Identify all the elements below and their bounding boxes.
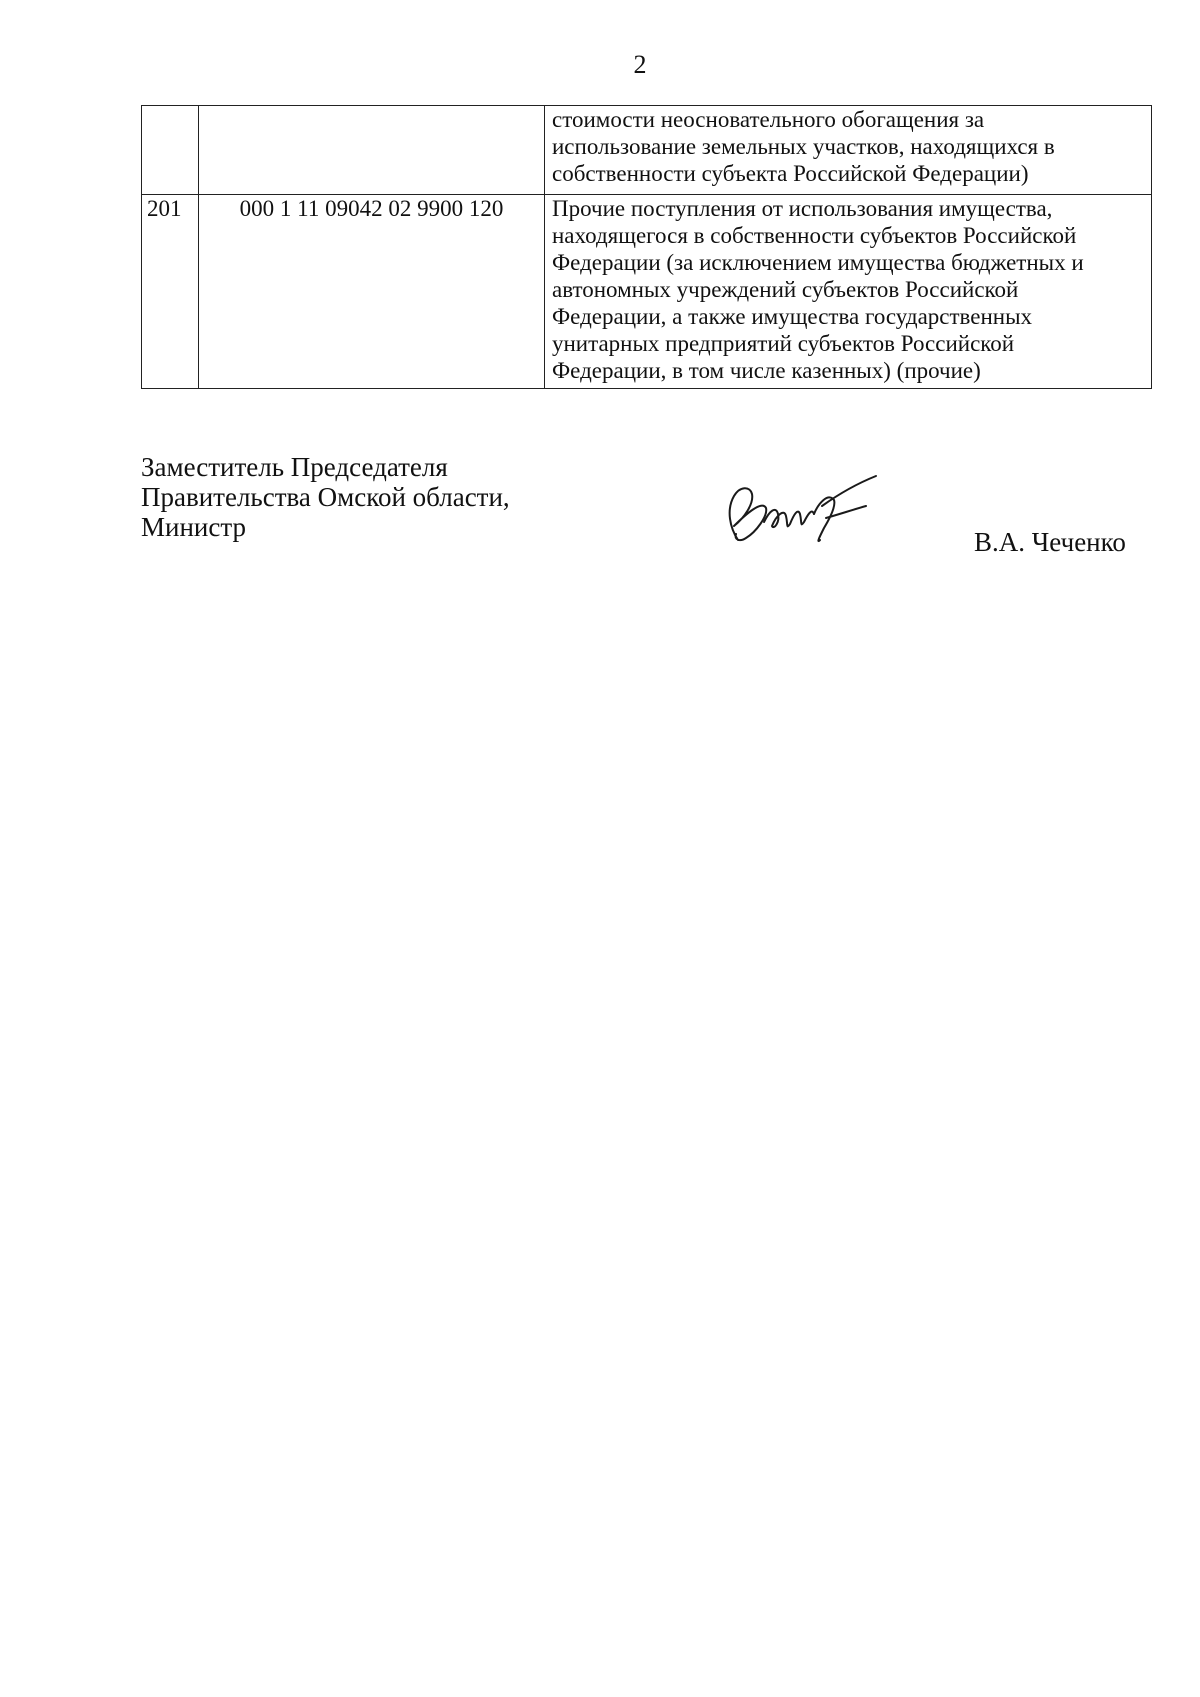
description-line: автономных учреждений субъектов Российской	[552, 277, 1019, 302]
row-number-cell	[142, 106, 199, 195]
description-line: собственности субъекта Российской Федерации)	[552, 161, 1029, 186]
page-number: 2	[633, 50, 647, 79]
row-number-cell: 201	[142, 195, 199, 389]
budget-code-cell: 000 1 11 09042 02 9900 120	[199, 195, 545, 389]
position-line: Правительства Омской области,	[141, 482, 510, 512]
description-line: Федерации (за исключением имущества бюджетных и	[552, 250, 1084, 275]
description-line: Федерации, а также имущества государственных	[552, 304, 1033, 329]
table-row	[142, 195, 1152, 389]
signatory-position	[141, 452, 510, 542]
description-line: находящегося в собственности субъектов Российской	[552, 223, 1077, 248]
description-line: Прочие поступления от использования имущества,	[552, 196, 1053, 221]
description-line: использование земельных участков, находящихся в	[552, 134, 1055, 159]
handwritten-signature-icon	[716, 470, 886, 550]
description-cell	[545, 106, 1152, 195]
table-row	[142, 106, 1152, 195]
position-line: Министр	[141, 512, 246, 542]
revenue-codes-table	[141, 105, 1151, 389]
description-line: унитарных предприятий субъектов Российской	[552, 331, 1015, 356]
budget-code-cell	[199, 106, 545, 195]
description-line: стоимости неосновательного обогащения за	[552, 107, 985, 132]
position-line: Заместитель Председателя	[141, 452, 448, 482]
description-cell	[545, 195, 1152, 389]
description-line: Федерации, в том числе казенных) (прочие)	[552, 358, 981, 383]
signer-name: В.А. Чеченко	[974, 527, 1126, 557]
